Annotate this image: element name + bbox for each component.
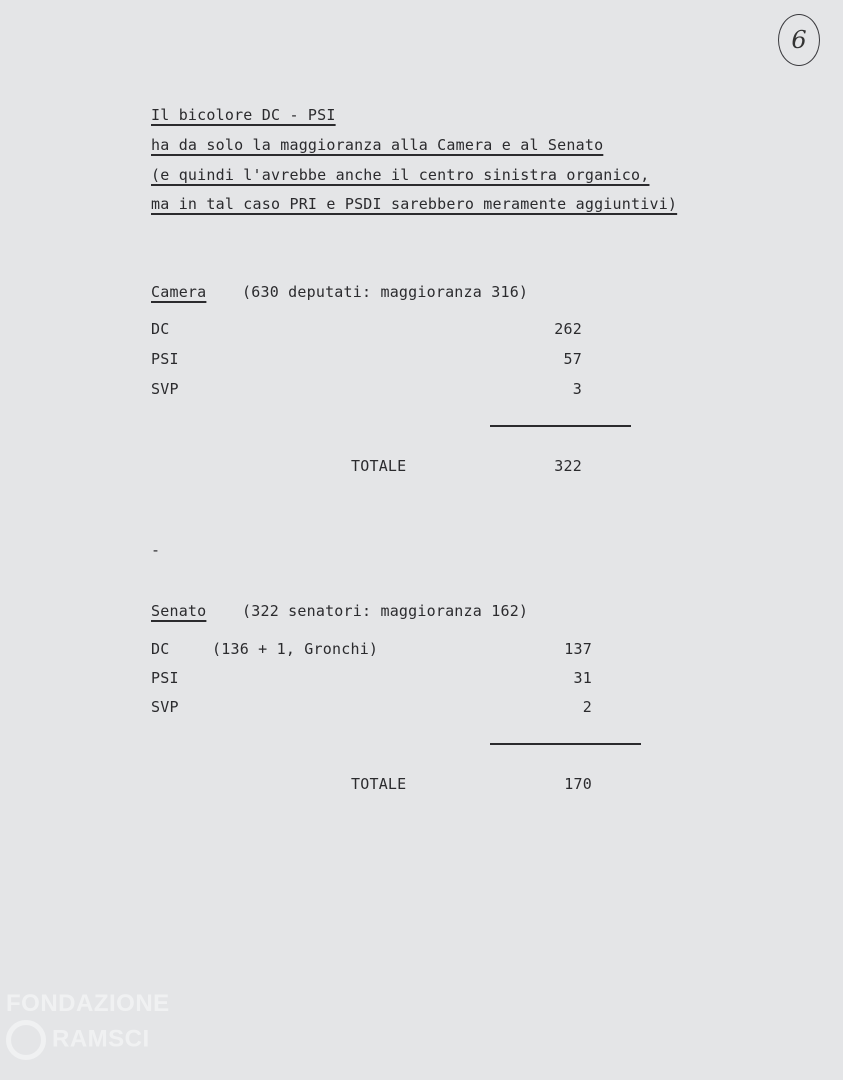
heading-line-2: ha da solo la maggioranza alla Camera e al Senato <box>151 136 604 154</box>
senato-total-label: TOTALE <box>351 775 407 793</box>
page-number-text: 6 <box>791 26 807 54</box>
senato-total-value: 170 <box>564 775 592 793</box>
senato-party-psi: PSI <box>151 669 179 687</box>
senato-sum-rule <box>490 743 641 745</box>
camera-value-dc: 262 <box>554 320 582 338</box>
foundation-watermark <box>6 990 170 1060</box>
senato-party-svp: SVP <box>151 698 179 716</box>
camera-party-psi: PSI <box>151 350 179 368</box>
camera-total-label: TOTALE <box>351 457 407 475</box>
camera-subtitle: (630 deputati: maggioranza 316) <box>242 283 529 301</box>
camera-value-psi: 57 <box>563 350 582 368</box>
heading-line-1: Il bicolore DC - PSI <box>151 106 336 124</box>
camera-title: Camera <box>151 283 207 301</box>
watermark-line-2: RAMSCI <box>52 1025 150 1053</box>
stray-dash: - <box>151 541 161 559</box>
senato-subtitle: (322 senatori: maggioranza 162) <box>242 602 529 620</box>
camera-sum-rule <box>490 425 631 427</box>
watermark-g-logo-icon <box>6 1020 46 1060</box>
senato-title: Senato <box>151 602 207 620</box>
heading-line-4: ma in tal caso PRI e PSDI sarebbero meramente aggiuntivi) <box>151 195 678 213</box>
senato-party-dc: DC <box>151 640 170 658</box>
senato-value-psi: 31 <box>573 669 592 687</box>
watermark-line-1: FONDAZIONE <box>6 990 170 1017</box>
senato-note-dc: (136 + 1, Gronchi) <box>212 640 379 658</box>
camera-value-svp: 3 <box>572 380 582 398</box>
senato-value-svp: 2 <box>582 698 592 716</box>
camera-party-dc: DC <box>151 320 170 338</box>
page-number <box>778 14 820 66</box>
camera-total-value: 322 <box>554 457 582 475</box>
heading-line-3: (e quindi l'avrebbe anche il centro sinistra organico, <box>151 166 650 184</box>
camera-party-svp: SVP <box>151 380 179 398</box>
senato-value-dc: 137 <box>564 640 592 658</box>
